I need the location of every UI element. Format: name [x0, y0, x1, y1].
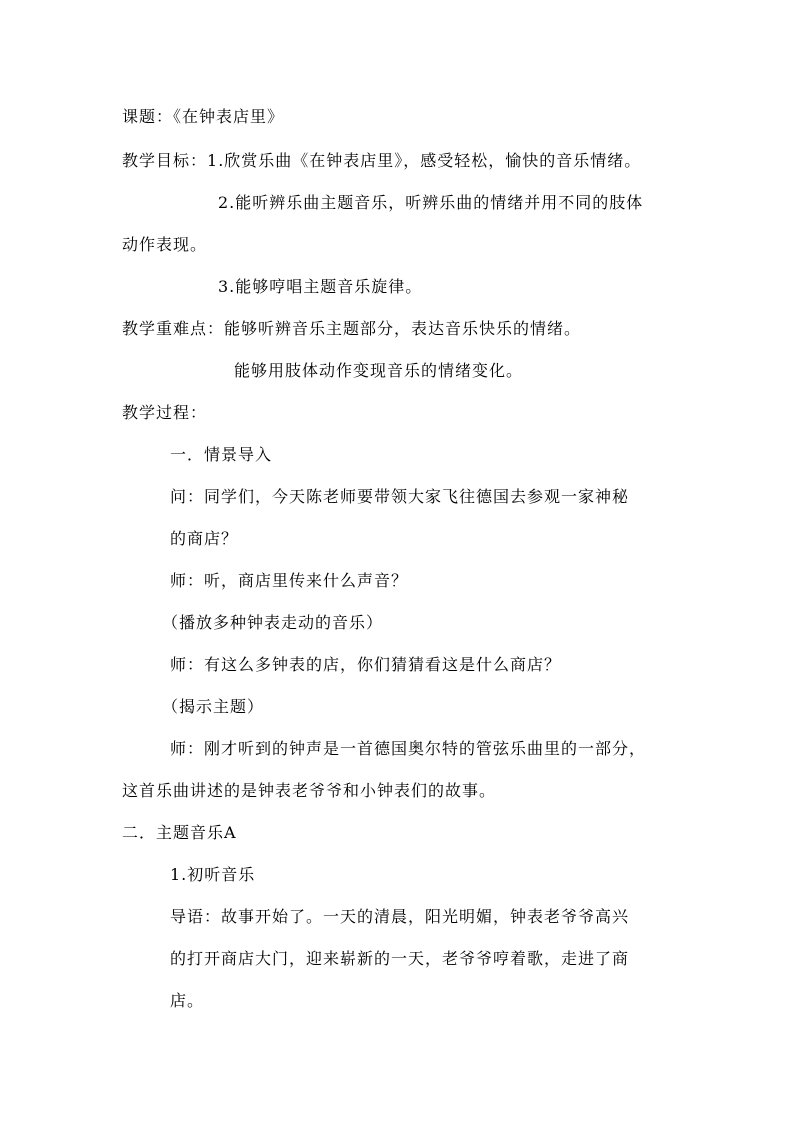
objective-1: 1.欣赏乐曲《在钟表店里》，感受轻松，愉快的音乐情绪。: [207, 151, 642, 170]
question-1-line-2: 的商店？: [170, 529, 239, 548]
teacher-line-1: 师：听，商店里传来什么声音？: [170, 571, 409, 590]
reveal-note: （揭示主题）: [162, 697, 265, 716]
objective-2-line-1: 2.能听辨乐曲主题音乐，听辨乐曲的情绪并用不同的肢体: [218, 193, 644, 212]
subsection-1: 1.初听音乐: [170, 865, 256, 884]
intro-line-2: 的打开商店大门，迎来崭新的一天，老爷爷哼着歌，走进了商: [170, 949, 630, 968]
key-points-line-2: 能够用肢体动作变现音乐的情绪变化。: [234, 361, 524, 380]
section-2-title: 二．主题音乐A: [122, 823, 237, 842]
objective-2-line-2: 动作表现。: [122, 235, 208, 254]
intro-line-1: 导语：故事开始了。一天的清晨，阳光明媚，钟表老爷爷高兴: [170, 907, 630, 926]
key-points-line-1: 教学重难点：能够听辨音乐主题部分，表达音乐快乐的情绪。: [122, 319, 582, 338]
lesson-title: 课题：《在钟表店里》: [122, 107, 285, 126]
teacher-line-2: 师：有这么多钟表的店，你们猜猜看这是什么商店？: [170, 655, 562, 674]
objectives-line-1: [122, 150, 641, 172]
section-1-title: 一．情景导入: [170, 445, 273, 464]
question-1-line-1: 问：同学们，今天陈老师要带领大家飞往德国去参观一家神秘: [170, 487, 630, 506]
process-label: 教学过程：: [122, 403, 208, 422]
play-note: （播放多种钟表走动的音乐）: [162, 613, 384, 632]
intro-line-3: 店。: [170, 991, 205, 1010]
objectives-label: 教学目标：: [122, 151, 208, 170]
teacher-line-3a: 师：刚才听到的钟声是一首德国奥尔特的管弦乐曲里的一部分，: [170, 739, 647, 758]
teacher-line-3b: 这首乐曲讲述的是钟表老爷爷和小钟表们的故事。: [122, 781, 497, 800]
objective-3: 3.能够哼唱主题音乐旋律。: [218, 277, 423, 296]
